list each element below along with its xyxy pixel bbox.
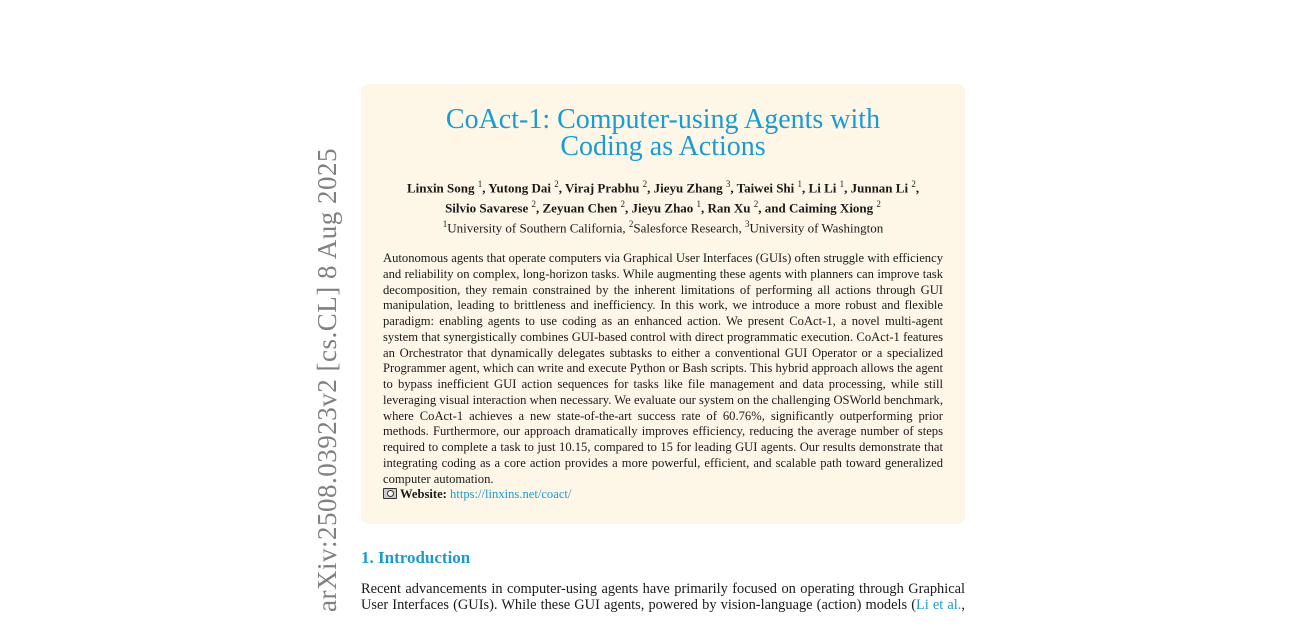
intro-paragraph: Recent advancements in computer-using agents have primarily focused on operating through Graphical User Interfaces (GUIs). While these GUI agents, powered by vision-language (action) models (Li et al., bbox=[361, 581, 965, 613]
author: and Caiming Xiong bbox=[764, 200, 874, 216]
author: Silvio Savarese bbox=[445, 200, 529, 216]
author: Zeyuan Chen bbox=[542, 200, 618, 216]
website-label: Website: bbox=[400, 487, 447, 501]
website-line bbox=[383, 487, 571, 502]
paper-title: CoAct-1: Computer-using Agents with Coding as Actions bbox=[445, 104, 881, 162]
camera-icon bbox=[383, 488, 397, 499]
affiliation: Salesforce Research bbox=[633, 220, 739, 236]
affiliation: University of Southern California bbox=[447, 220, 623, 236]
affiliations: $^1$University of Southern California, $^2$Salesforce Research, $^3$University of Washington bbox=[442, 219, 884, 236]
author-list: Linxin Song $^1$, Yutong Dai $^2$, Viraj Prabhu $^2$, Jieyu Zhang $^3$, Taiwei Shi $^1$, Li Li $^1$, Junnan Li $^2$, Silvio Savarese $^2$, Zeyuan Chen $^2$, Jieyu Zhao $^1$, Ran Xu $^2$, and Caiming Xiong $^2$ bbox=[406, 179, 920, 216]
title-abstract-box bbox=[361, 84, 965, 524]
citation-link[interactable]: Li et al. bbox=[916, 597, 962, 613]
author: Ran Xu bbox=[707, 200, 751, 216]
author: Jieyu Zhang bbox=[653, 180, 723, 196]
author: Taiwei Shi bbox=[736, 180, 795, 196]
author: Linxin Song bbox=[406, 180, 475, 196]
author: Viraj Prabhu bbox=[565, 180, 640, 196]
author: Junnan Li bbox=[850, 180, 909, 196]
section-heading: 1. Introduction bbox=[361, 548, 471, 567]
affiliation: University of Washington bbox=[749, 220, 884, 236]
author: Li Li bbox=[808, 180, 837, 196]
author: Jieyu Zhao bbox=[631, 200, 694, 216]
abstract-text: Autonomous agents that operate computers via Graphical User Interfaces (GUIs) often struggle with efficiency and reliability on complex, long-horizon tasks. While augmenting these agents with planners can improve task decomposition, they remain constrained by the inherent limitations of performing all actions through GUI manipulation, leading to brittleness and inefficiency. In this work, we introduce a more robust and flexible paradigm: enabling agents to use coding as an enhanced action. We present CoAct-1, a novel multi-agent system that synergistically combines GUI-based control with direct programmatic execution. CoAct-1 features an Orchestrator that dynamically delegates subtasks to either a conventional GUI Operator or a specialized Programmer agent, which can write and execute Python or Bash scripts. This hybrid approach allows the agent to bypass inefficient GUI action sequences for tasks like file management and data processing, while still leveraging visual interaction when necessary. We evaluate our system on the challenging OSWorld benchmark, where CoAct-1 achieves a new state-of-the-art success rate of 60.76%, significantly outperforming prior methods. Furthermore, our approach dramatically improves efficiency, reducing the average number of steps required to complete a task to just 10.15, compared to 15 for leading GUI agents. Our results demonstrate that integrating coding as a core action provides a more powerful, efficient, and scalable path toward generalized computer automation. bbox=[383, 251, 943, 486]
arxiv-identifier: arXiv:2508.03923v2 [cs.CL] 8 Aug 2025 bbox=[312, 148, 342, 612]
author: Yutong Dai bbox=[488, 180, 552, 196]
website-link[interactable]: https://linxins.net/coact/ bbox=[450, 487, 572, 501]
